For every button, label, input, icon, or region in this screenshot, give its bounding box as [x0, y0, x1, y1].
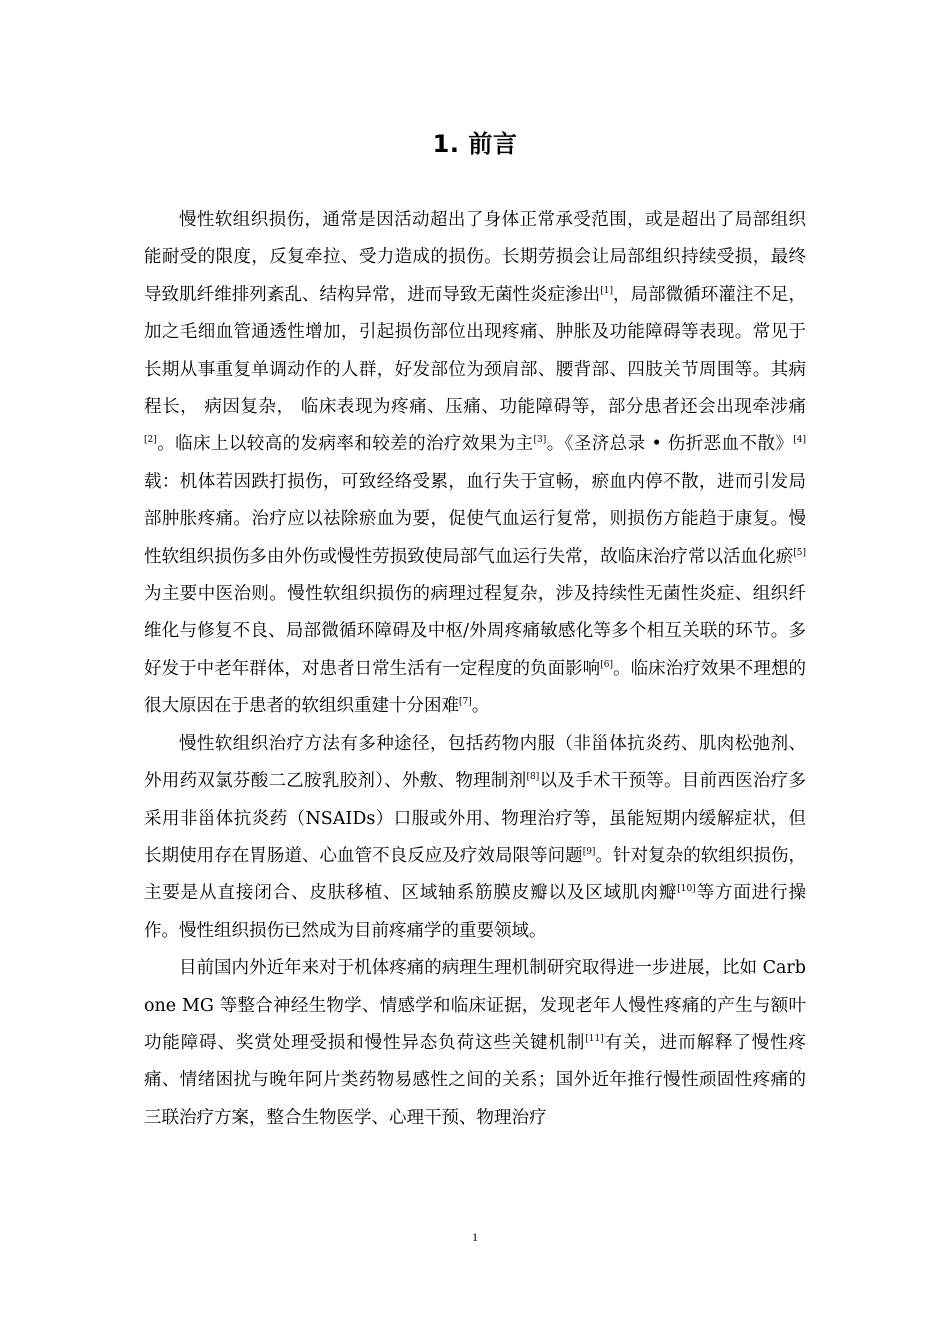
paragraph-3: [144, 950, 806, 1137]
citation-ref: [9]: [582, 846, 596, 857]
citation-ref: [3]: [533, 435, 547, 446]
citation-ref: [5]: [793, 547, 806, 558]
citation-ref: [8]: [526, 772, 540, 783]
paragraph-1: [144, 202, 806, 726]
paragraph-text: 。针对复杂的软组织损伤，主要是从直接闭合、皮肤移植、区域轴系筋膜皮瓣以及区域肌肉瓣: [144, 845, 807, 904]
paragraph-text: 为主要中医治则。慢性软组织损伤的病理过程复杂，涉及持续性无菌性炎症、组织纤维化与修复不良、局部微循环障碍及中枢/外周疼痛敏感化等多个相互关联的环节。多好发于中老年群体，对患者日常生活有一定程度的负面影响: [144, 584, 806, 679]
body-text: [144, 202, 806, 1137]
citation-ref: [7]: [459, 697, 472, 708]
paragraph-text: 以及手术干预等。目前西医治疗多采用非甾体抗炎药（NSAIDs）口服或外用、物理治疗等，虽能短期内缓解症状，但长期使用存在胃肠道、心血管不良反应及疗效局限等问题: [144, 771, 807, 866]
page-number: 1: [472, 1230, 478, 1244]
citation-ref: [6]: [600, 659, 613, 670]
section-title: 1. 前言: [432, 130, 518, 158]
paragraph-text: 有关，进而解释了慢性疼痛、情绪困扰与晚年阿片类药物易感性之间的关系；国外近年推行慢性顽固性疼痛的三联治疗方案，整合生物医学、心理干预、物理治疗: [144, 1032, 807, 1128]
citation-ref: [1]: [600, 285, 613, 296]
paragraph-text: ，局部微循环灌注不足，加之毛细血管通透性增加，引起损伤部位出现疼痛、肿胀及功能障碍等表现。常见于长期从事重复单调动作的人群，好发部位为颈肩部、腰背部、四肢关节周围等。其病程长， 病因复杂， 临床表现为疼痛、压痛、功能障碍等，部分患者还会出现牵涉痛: [144, 284, 807, 418]
citation-ref: [2]: [144, 435, 157, 446]
citation-ref: [11]: [585, 1033, 604, 1044]
paragraph-text: 。: [471, 696, 490, 717]
citation-ref: [10]: [677, 884, 696, 895]
paragraph-text: 目前国内外近年来对于机体疼痛的病理生理机制研究取得进一步进展，比如 Carbone MG 等整合神经生物学、情感学和临床证据，发现老年人慢性疼痛的产生与额叶功能障碍、奖赏处理受损和慢性异态负荷这些关键机制: [144, 958, 806, 1053]
paragraph-text: 等方面进行操作。慢性组织损伤已然成为目前疼痛学的重要领域。: [144, 883, 807, 941]
paragraph-text: 载：机体若因跌打损伤，可致经络受累，血行失于宣畅，瘀血内停不散，进而引发局部肿胀疼痛。治疗应以祛除瘀血为要，促使气血运行复常，则损伤方能趋于康复。慢性软组织损伤多由外伤或慢性劳损致使局部气血运行失常，故临床治疗常以活血化瘀: [144, 471, 806, 567]
paragraph-text: 。《圣济总录 • 伤折恶血不散》: [546, 434, 794, 455]
paragraph-2: [144, 726, 806, 950]
paragraph-text: 慢性软组织治疗方法有多种途径，包括药物内服（非甾体抗炎药、肌肉松弛剂、外用药双氯芬酸二乙胺乳胶剂）、外敷、物理制剂: [144, 733, 806, 792]
citation-ref: [4]: [793, 435, 807, 446]
paragraph-text: 。临床治疗效果不理想的很大原因在于患者的软组织重建十分困难: [144, 658, 807, 717]
paragraph-text: 慢性软组织损伤，通常是因活动超出了身体正常承受范围，或是超出了局部组织能耐受的限度，反复牵拉、受力造成的损伤。长期劳损会让局部组织持续受损，最终导致肌纤维排列紊乱、结构异常，进而导致无菌性炎症渗出: [144, 210, 806, 305]
paragraph-text: 。临床上以较高的发病率和较差的治疗效果为主: [156, 434, 534, 455]
